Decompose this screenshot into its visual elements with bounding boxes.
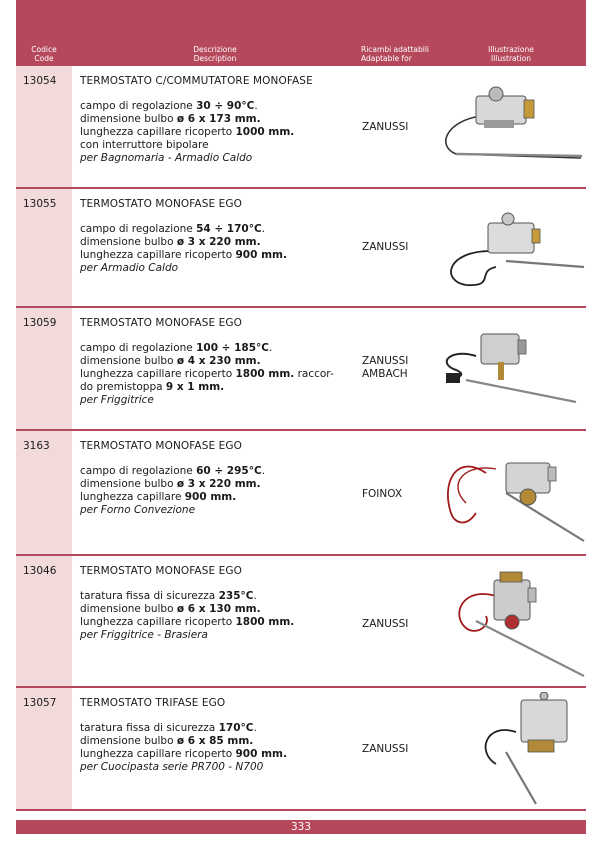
adaptable-brand: FOINOX bbox=[362, 488, 403, 500]
adaptable-brand: ZANUSSI bbox=[362, 241, 409, 253]
header-code: Codice Code bbox=[31, 45, 57, 63]
table-row bbox=[16, 308, 586, 430]
product-code: 13055 bbox=[23, 198, 57, 210]
product-image bbox=[436, 201, 588, 301]
thermostat-illustration bbox=[436, 318, 588, 418]
product-code: 13054 bbox=[23, 75, 57, 87]
thermostat-illustration bbox=[436, 76, 588, 176]
thermostat-illustration bbox=[436, 201, 588, 301]
header-adaptable: Ricambi adattabili Adaptable for bbox=[361, 45, 429, 63]
table-row bbox=[16, 688, 586, 810]
product-title: TERMOSTATO MONOFASE EGO bbox=[80, 440, 242, 452]
table-row bbox=[16, 556, 586, 686]
thermostat-illustration bbox=[436, 692, 588, 808]
product-title: TERMOSTATO MONOFASE EGO bbox=[80, 317, 242, 329]
product-details: campo di regolazione 30 ÷ 90°C. dimensione bulbo ø 6 x 173 mm. lunghezza capillare ricoperto 1000 mm. con interruttore bipolare per Bagnomaria - Armadio Caldo bbox=[80, 100, 295, 164]
table-header bbox=[16, 0, 586, 66]
product-code: 13059 bbox=[23, 317, 57, 329]
catalog-page bbox=[16, 0, 586, 848]
adaptable-brand: ZANUSSI bbox=[362, 121, 409, 133]
product-image bbox=[436, 318, 588, 418]
product-title: TERMOSTATO TRIFASE EGO bbox=[80, 697, 226, 709]
product-image bbox=[436, 692, 588, 808]
product-code: 13046 bbox=[23, 565, 57, 577]
table-row bbox=[16, 189, 586, 307]
thermostat-illustration bbox=[436, 443, 588, 543]
product-image bbox=[436, 76, 588, 176]
product-code: 13057 bbox=[23, 697, 57, 709]
product-image bbox=[436, 443, 588, 543]
product-title: TERMOSTATO C/COMMUTATORE MONOFASE bbox=[80, 75, 313, 87]
product-code: 3163 bbox=[23, 440, 50, 452]
row-divider bbox=[16, 809, 586, 811]
header-illustration: Illustrazione Illustration bbox=[488, 45, 534, 63]
table-row bbox=[16, 66, 586, 188]
product-image bbox=[436, 566, 588, 681]
product-details: campo di regolazione 60 ÷ 295°C. dimensione bulbo ø 3 x 220 mm. lunghezza capillare 900 mm. per Forno Convezione bbox=[80, 465, 266, 516]
product-details: campo di regolazione 100 ÷ 185°C. dimensione bulbo ø 4 x 230 mm. lunghezza capillare ricoperto 1800 mm. raccor- do premistoppa 9 x 1 mm. per Friggitrice bbox=[80, 342, 334, 406]
adaptable-brand: ZANUSSI AMBACH bbox=[362, 355, 409, 380]
adaptable-brand: ZANUSSI bbox=[362, 618, 409, 630]
product-details: taratura fissa di sicurezza 235°C. dimensione bulbo ø 6 x 130 mm. lunghezza capillare ricoperto 1800 mm. per Friggitrice - Brasiera bbox=[80, 590, 295, 641]
header-description: Descrizione Description bbox=[193, 45, 237, 63]
adaptable-brand: ZANUSSI bbox=[362, 743, 409, 755]
page-number: 333 bbox=[290, 821, 312, 833]
table-row bbox=[16, 431, 586, 555]
thermostat-illustration bbox=[436, 566, 588, 681]
product-title: TERMOSTATO MONOFASE EGO bbox=[80, 198, 242, 210]
product-details: taratura fissa di sicurezza 170°C. dimensione bulbo ø 6 x 85 mm. lunghezza capillare ricoperto 900 mm. per Cuocipasta serie PR700 - N700 bbox=[80, 722, 287, 773]
product-title: TERMOSTATO MONOFASE EGO bbox=[80, 565, 242, 577]
page-number-bar bbox=[16, 820, 586, 834]
product-details: campo di regolazione 54 ÷ 170°C. dimensione bulbo ø 3 x 220 mm. lunghezza capillare ricoperto 900 mm. per Armadio Caldo bbox=[80, 223, 287, 274]
